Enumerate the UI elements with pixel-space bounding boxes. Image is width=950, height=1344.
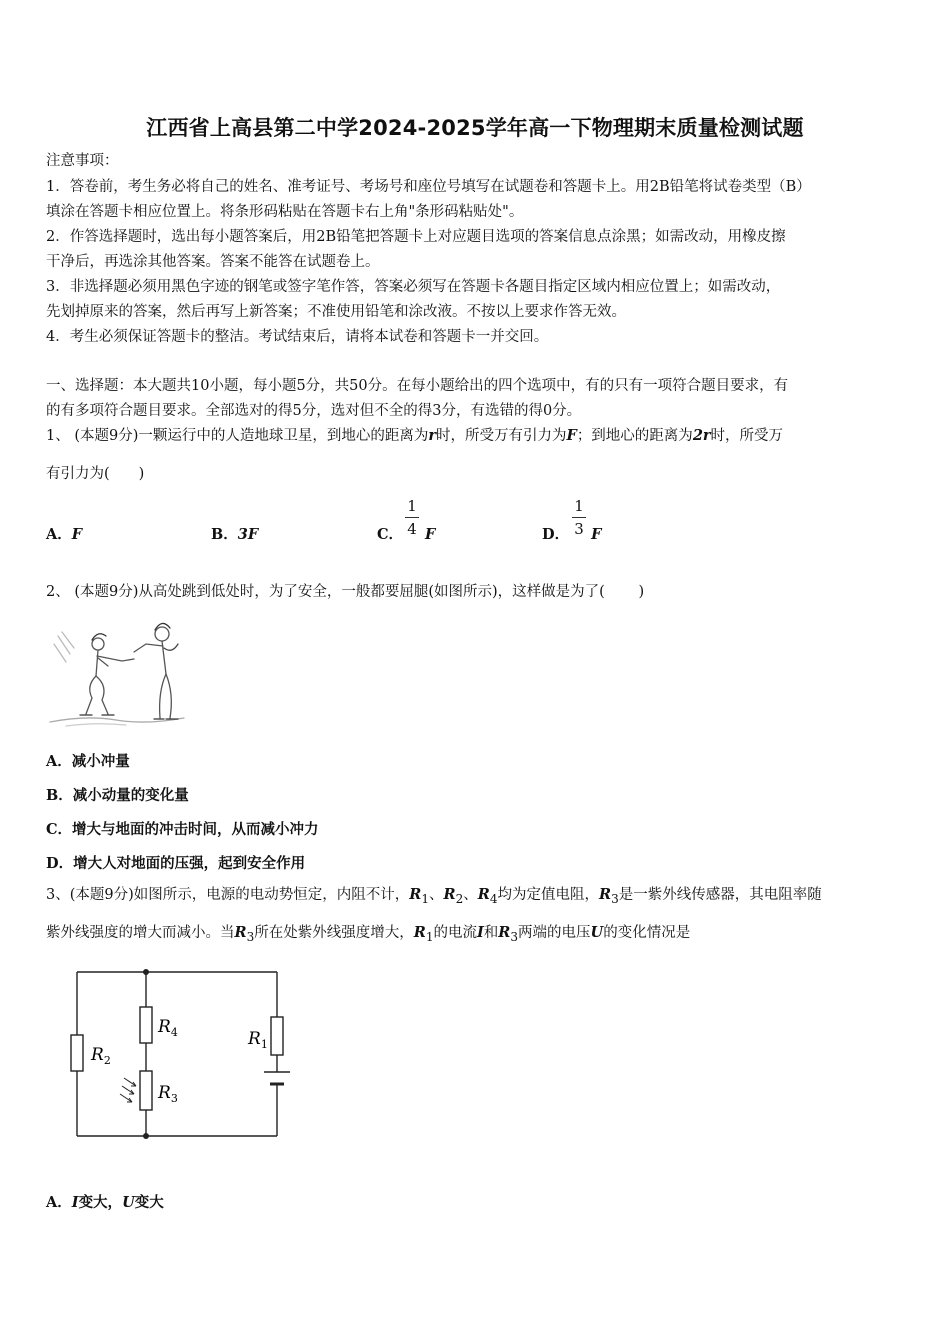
label-r2: $R_2$	[91, 1045, 111, 1067]
notice-line: 先划掉原来的答案，然后再写上新答案；不准使用铅笔和涂改液。不按以上要求作答无效。	[46, 304, 626, 320]
jumping-figure-illustration	[46, 614, 186, 729]
notice-line: 干净后，再选涂其他答案。答案不能答在试题卷上。	[46, 254, 380, 270]
question-1-stem: 1、 (本题9分)一颗运行中的人造地球卫星，到地心的距离为r时，所受万有引力为F；到地心的距离为2r时，所受万	[46, 427, 784, 444]
label-r4: $R_4$	[158, 1017, 178, 1039]
page-title: 江西省上高县第二中学2024-2025学年高一下物理期末质量检测试题	[146, 116, 804, 140]
junction-top	[143, 969, 149, 975]
q2-option-a[interactable]: A．减小冲量	[46, 753, 130, 770]
q1-option-b[interactable]: B．3F	[211, 526, 259, 543]
notice-line: 填涂在答题卡相应位置上。将条形码粘贴在答题卡右上角"条形码粘贴处"。	[46, 204, 524, 220]
junction-bottom	[143, 1133, 149, 1139]
resistor-r2	[71, 1035, 83, 1071]
resistor-r1	[271, 1017, 283, 1055]
label-r1: $R_1$	[248, 1029, 268, 1051]
q2-option-d[interactable]: D．增大人对地面的压强，起到安全作用	[46, 855, 306, 872]
notice-line: 3．非选择题必须用黑色字迹的钢笔或签字笔作答，答案必须写在答题卡各题目指定区域内相应位置上；如需改动，	[46, 279, 781, 295]
section-intro: 的有多项符合题目要求。全部选对的得5分，选对但不全的得3分，有选错的得0分。	[46, 403, 582, 419]
question-3-stem-line2: 紫外线强度的增大而减小。当$R_3$所在处紫外线强度增大，$R_1$的电流I和$R_3$两端的电压U的变化情况是	[46, 924, 691, 944]
q1-option-c[interactable]: C． F	[377, 526, 436, 543]
question-2-stem: 2、 (本题9分)从高处跳到低处时，为了安全，一般都要屈腿(如图所示)，这样做是为了( )	[46, 584, 645, 600]
label-r3: $R_3$	[158, 1083, 178, 1105]
q1-option-d[interactable]: D． F	[542, 526, 602, 543]
resistor-r4	[140, 1007, 152, 1043]
section-intro: 一、选择题：本大题共10小题，每小题5分，共50分。在每小题给出的四个选项中，有的只有一项符合题目要求，有	[46, 378, 789, 394]
fraction-1-3: 1 3	[571, 497, 587, 538]
notice-line: 2．作答选择题时，选出每小题答案后，用2B铅笔把答题卡上对应题目选项的答案信息点涂黑；如需改动，用橡皮擦	[46, 229, 786, 245]
question-3-stem: 3、(本题9分)如图所示，电源的电动势恒定，内阻不计，$R_1$、$R_2$、$R_4$均为定值电阻，$R_3$是一紫外线传感器，其电阻率随	[46, 886, 822, 906]
q3-option-a[interactable]: A．I变大，U变大	[46, 1194, 164, 1211]
notice-line: 1．答卷前，考生务必将自己的姓名、准考证号、考场号和座位号填写在试题卷和答题卡上。用2B铅笔将试卷类型（B）	[46, 179, 811, 195]
fraction-1-4: 1 4	[404, 497, 420, 538]
notice-heading: 注意事项：	[46, 153, 119, 169]
circuit-diagram	[60, 960, 310, 1150]
uv-arrows	[120, 1078, 136, 1102]
q2-option-b[interactable]: B．减小动量的变化量	[46, 787, 189, 804]
question-1-stem-line2: 有引力为( )	[46, 466, 145, 482]
q1-option-a[interactable]: A．F	[46, 526, 83, 543]
notice-line: 4．考生必须保证答题卡的整洁。考试结束后，请将本试卷和答题卡一并交回。	[46, 329, 549, 345]
resistor-r3	[140, 1071, 152, 1110]
q2-option-c[interactable]: C．增大与地面的冲击时间，从而减小冲力	[46, 821, 319, 838]
